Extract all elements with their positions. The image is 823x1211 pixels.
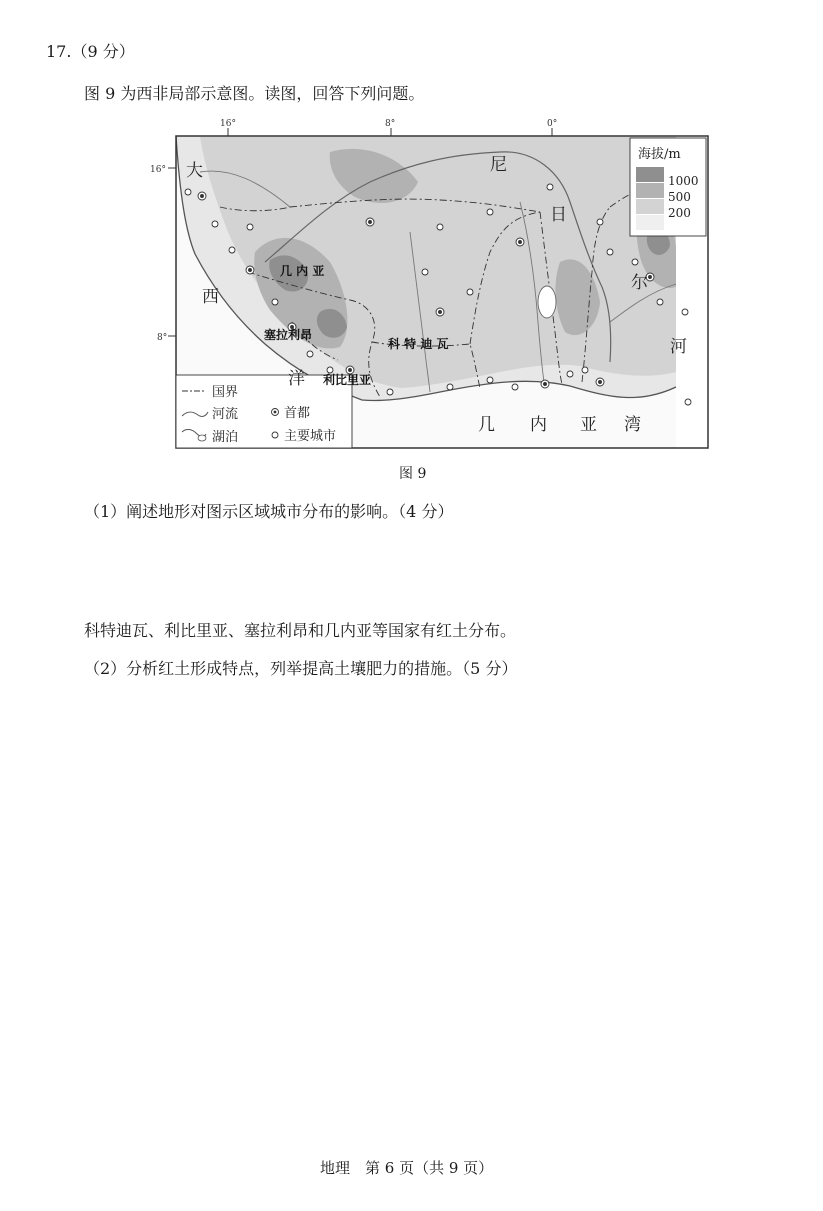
longitude-label-0: 0° — [547, 119, 558, 129]
country-label-guinea: 几 内 亚 — [280, 264, 325, 278]
gulf-label-char-2: 内 — [530, 415, 547, 435]
elevation-legend — [630, 138, 706, 236]
elevation-label-1000: 1000 — [668, 174, 699, 188]
legend-lake-label: 湖泊 — [212, 430, 239, 445]
elevation-legend-title: 海拔/m — [638, 147, 681, 162]
country-label-ivory-coast: 科 特 迪 瓦 — [388, 337, 449, 351]
elevation-label-500: 500 — [668, 190, 691, 204]
figure-caption: 图 9 — [399, 466, 427, 482]
gulf-label-char-1: 几 — [478, 415, 495, 435]
longitude-label-8: 8° — [385, 119, 396, 129]
country-label-liberia: 利比里亚 — [323, 373, 372, 387]
legend-river-label: 河流 — [212, 407, 239, 422]
latitude-label-8: 8° — [157, 333, 168, 343]
country-label-sierra-leone: 塞拉利昂 — [264, 328, 313, 342]
elevation-label-200: 200 — [668, 206, 691, 220]
niger-label-char-4: 河 — [670, 337, 687, 357]
legend-border-label: 国界 — [212, 385, 239, 400]
ocean-label-char-3: 洋 — [288, 369, 305, 389]
legend-city-label: 主要城市 — [284, 429, 337, 444]
latitude-label-16: 16° — [150, 165, 166, 175]
lake-volta — [538, 286, 556, 318]
page-footer: 地理 第 6 页（共 9 页） — [320, 1159, 494, 1177]
niger-label-char-3: 尔 — [631, 273, 648, 293]
gulf-label-char-4: 湾 — [624, 415, 641, 435]
gulf-label-char-3: 亚 — [580, 415, 597, 435]
question-number: 17.（9 分） — [46, 42, 135, 61]
niger-label-char-1: 尼 — [490, 155, 507, 175]
legend-capital-label: 首都 — [284, 406, 311, 421]
niger-label-char-2: 日 — [550, 205, 567, 225]
sub-question-1: （1）阐述地形对图示区域城市分布的影响。（4 分） — [84, 502, 454, 521]
laterite-statement: 科特迪瓦、利比里亚、塞拉利昂和几内亚等国家有红土分布。 — [84, 621, 517, 640]
ocean-label-char-2: 西 — [202, 287, 219, 307]
longitude-label-16: 16° — [220, 119, 236, 129]
west-africa-map — [140, 112, 710, 454]
ocean-label-char-1: 大 — [186, 161, 203, 181]
question-intro: 图 9 为西非局部示意图。读图，回答下列问题。 — [84, 84, 425, 103]
sub-question-2: （2）分析红土形成特点，列举提高土壤肥力的措施。（5 分） — [84, 659, 518, 678]
